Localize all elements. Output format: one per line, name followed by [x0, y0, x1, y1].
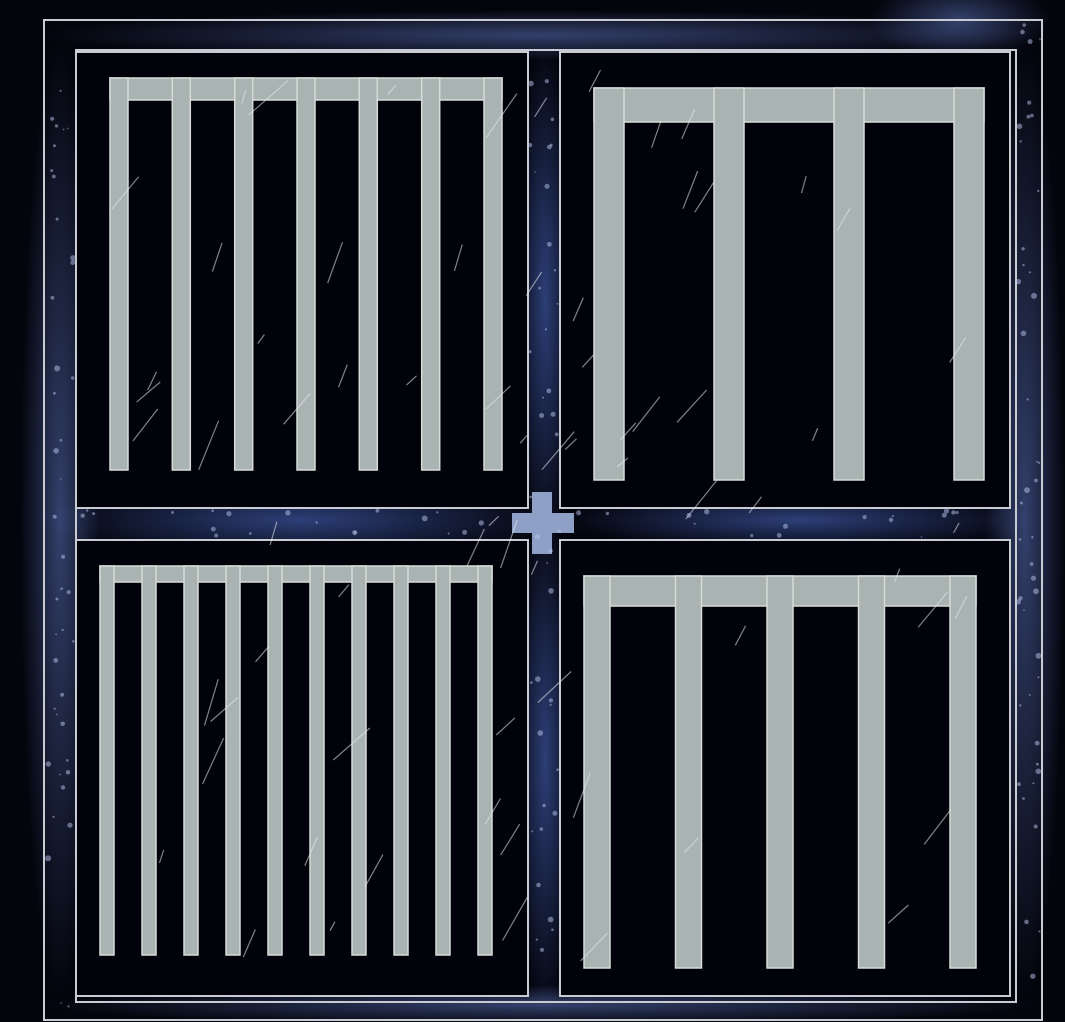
dust-speck [67, 823, 72, 828]
dust-speck [50, 117, 54, 121]
electrode-finger [767, 576, 793, 968]
dust-speck [1017, 124, 1023, 130]
dust-speck [1027, 115, 1031, 119]
dust-speck [352, 530, 357, 535]
dust-speck [211, 527, 216, 532]
electrode-finger [394, 566, 408, 955]
dust-speck [555, 433, 559, 437]
dust-speck [1022, 797, 1025, 800]
dust-speck [1034, 825, 1038, 829]
dust-speck [694, 523, 696, 525]
dust-speck [462, 530, 467, 535]
dust-speck [551, 118, 555, 122]
dust-speck [214, 534, 218, 538]
dust-speck [51, 296, 55, 300]
electrode-finger [422, 78, 440, 470]
dust-speck [46, 761, 51, 766]
dust-speck [944, 508, 949, 513]
dust-speck [951, 510, 955, 514]
dust-speck [557, 303, 559, 305]
dust-speck [52, 816, 54, 818]
electrode-bus-bar [100, 566, 492, 582]
dust-speck [536, 883, 541, 888]
electrode-finger [954, 88, 984, 480]
dust-speck [52, 175, 56, 179]
dust-speck [45, 855, 51, 861]
dust-speck [1035, 741, 1040, 746]
dust-speck [1019, 704, 1021, 706]
dust-speck [1036, 763, 1039, 766]
dust-speck [1020, 30, 1025, 35]
dust-speck [60, 693, 64, 697]
electrode-finger [950, 576, 976, 968]
dust-speck [548, 917, 554, 923]
dust-speck [67, 128, 69, 130]
dust-speck [549, 698, 553, 702]
dust-speck [1027, 398, 1029, 400]
dust-speck [70, 255, 76, 261]
dust-speck [546, 389, 551, 394]
dust-speck [576, 510, 581, 515]
dust-speck [528, 143, 532, 147]
dust-speck [1033, 588, 1039, 594]
dust-speck [1016, 599, 1021, 604]
electrode-finger [310, 566, 324, 955]
dust-speck [53, 515, 57, 519]
dust-speck [1022, 264, 1024, 266]
dust-speck [548, 588, 554, 594]
dust-speck [61, 555, 65, 559]
dust-speck [551, 928, 554, 931]
dust-speck [67, 590, 71, 594]
dust-speck [1029, 271, 1031, 273]
dust-speck [1030, 114, 1034, 118]
electrode-bus-bar [594, 88, 984, 122]
dust-speck [70, 260, 75, 265]
dust-speck [538, 730, 544, 736]
dust-speck [1016, 279, 1021, 284]
dust-speck [72, 640, 75, 643]
electrode-finger [584, 576, 610, 968]
dust-speck [1022, 23, 1026, 27]
dust-speck [547, 242, 552, 247]
electrode-finger [352, 566, 366, 955]
dust-speck [534, 171, 536, 173]
dust-speck [60, 587, 63, 590]
electrode-finger [100, 566, 114, 955]
electrode-finger [859, 576, 885, 968]
dust-speck [1019, 538, 1022, 541]
dust-speck [556, 768, 559, 771]
dust-speck [376, 509, 380, 513]
dust-speck [1030, 562, 1034, 566]
dust-speck [545, 184, 550, 189]
dust-speck [1031, 576, 1036, 581]
dust-speck [783, 524, 788, 529]
dust-speck [892, 515, 894, 517]
dust-speck [71, 376, 74, 379]
dust-speck [1024, 920, 1029, 925]
dust-speck [55, 598, 58, 601]
dust-speck [1039, 38, 1041, 40]
dust-speck [1024, 487, 1030, 493]
dust-speck [1036, 461, 1038, 463]
dust-speck [956, 511, 959, 514]
dust-speck [67, 1005, 69, 1007]
dust-speck [540, 948, 544, 952]
electrode-finger [676, 576, 702, 968]
electrode-finger [478, 566, 492, 955]
dust-speck [1038, 930, 1040, 932]
dust-speck [63, 129, 65, 131]
electrode-finger [110, 78, 128, 470]
dust-speck [1032, 782, 1034, 784]
dust-speck [889, 518, 893, 522]
dust-speck [81, 514, 85, 518]
dust-speck [211, 509, 214, 512]
electrode-finger [172, 78, 190, 470]
dust-speck [53, 144, 56, 147]
dust-speck [60, 90, 62, 92]
dust-speck [479, 520, 484, 525]
dust-speck [1038, 462, 1040, 464]
dust-speck [921, 536, 923, 538]
dust-speck [1021, 247, 1024, 250]
dust-speck [1037, 190, 1039, 192]
dust-speck [552, 811, 557, 816]
dust-speck [863, 515, 867, 519]
dust-speck [545, 79, 549, 83]
electrode-finger [226, 566, 240, 955]
dust-speck [530, 681, 533, 684]
dust-speck [528, 81, 534, 87]
dust-speck [56, 714, 58, 716]
dust-speck [56, 218, 59, 221]
dust-speck [535, 534, 540, 539]
dust-speck [704, 509, 709, 514]
dust-speck [1023, 609, 1025, 611]
electrode-finger [297, 78, 315, 470]
dust-speck [538, 287, 541, 290]
dust-speck [226, 511, 231, 516]
dust-speck [1017, 782, 1021, 786]
dust-speck [542, 804, 545, 807]
dust-speck [66, 770, 71, 775]
dust-speck [55, 634, 57, 636]
dust-speck [436, 511, 438, 513]
electrode-finger [594, 88, 624, 480]
dust-speck [285, 510, 290, 515]
dust-speck [60, 439, 63, 442]
dust-speck [1034, 479, 1038, 483]
electrode-finger [436, 566, 450, 955]
dust-speck [531, 830, 533, 832]
electrode-finger [834, 88, 864, 480]
dust-speck [546, 562, 548, 564]
dust-speck [542, 397, 544, 399]
dust-speck [777, 533, 782, 538]
electrode-finger [714, 88, 744, 480]
dust-speck [687, 513, 692, 518]
dust-speck [1020, 502, 1023, 505]
dust-speck [551, 412, 556, 417]
dust-speck [1036, 769, 1042, 775]
dust-speck [554, 269, 556, 271]
dust-speck [55, 124, 58, 127]
dust-speck [536, 939, 538, 941]
dust-speck [606, 512, 609, 515]
dust-speck [66, 759, 69, 762]
dust-speck [171, 511, 174, 514]
dust-speck [750, 534, 753, 537]
electrode-finger [359, 78, 377, 470]
dust-speck [249, 532, 252, 535]
dust-speck [1031, 536, 1033, 538]
dust-speck [539, 413, 544, 418]
dust-speck [535, 676, 541, 682]
dust-speck [422, 516, 428, 522]
dust-speck [448, 533, 450, 535]
dust-speck [558, 530, 561, 533]
dust-speck [60, 1002, 62, 1004]
dust-speck [60, 722, 65, 727]
dust-speck [545, 328, 547, 330]
dust-speck [529, 496, 532, 499]
dust-speck [1021, 331, 1027, 337]
dust-speck [62, 629, 64, 631]
dust-speck [53, 392, 56, 395]
electrode-finger [235, 78, 253, 470]
dust-speck [1020, 140, 1022, 142]
dust-speck [550, 704, 552, 706]
dust-speck [1030, 974, 1035, 979]
dust-speck [50, 169, 53, 172]
dust-speck [550, 144, 553, 147]
dust-speck [54, 365, 60, 371]
dust-speck [540, 827, 543, 830]
dust-speck [53, 448, 59, 454]
dust-speck [60, 478, 62, 480]
dust-speck [1027, 101, 1031, 105]
dust-speck [54, 708, 56, 710]
dust-speck [1037, 676, 1039, 678]
dust-speck [316, 521, 318, 523]
dust-speck [86, 509, 88, 511]
electrode-finger [268, 566, 282, 955]
electrode-finger [142, 566, 156, 955]
dust-speck [53, 658, 58, 663]
electrode-finger [184, 566, 198, 955]
dust-speck [1029, 694, 1031, 696]
dust-speck [1036, 653, 1042, 659]
dust-speck [59, 774, 61, 776]
dust-speck [61, 785, 65, 789]
dust-speck [529, 350, 532, 353]
dust-speck [92, 512, 95, 515]
dust-speck [1028, 39, 1033, 44]
dust-speck [1031, 293, 1037, 299]
dust-speck [549, 549, 553, 553]
